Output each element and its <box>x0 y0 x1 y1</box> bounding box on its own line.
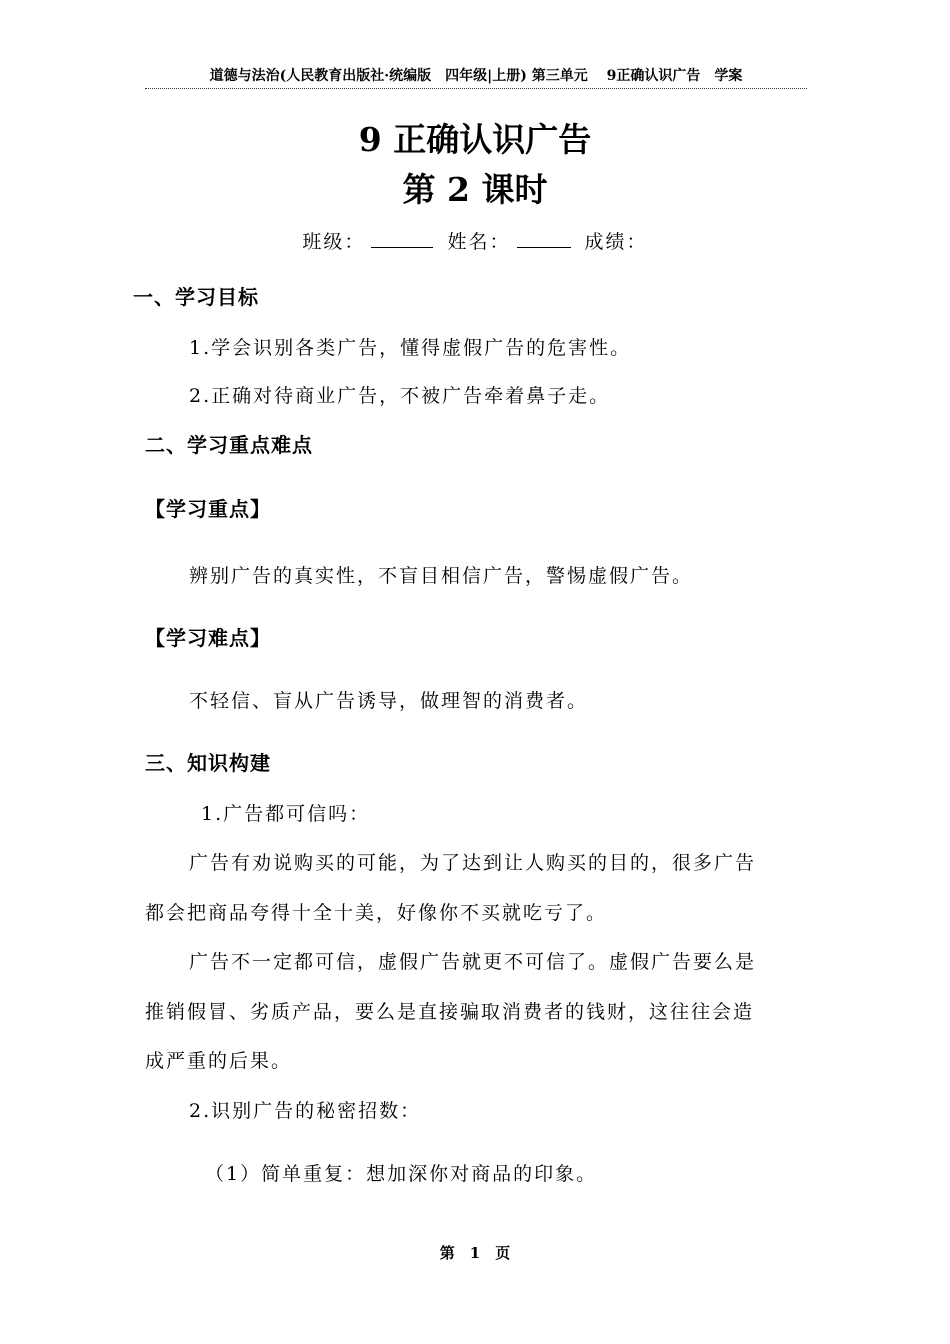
name-blank[interactable] <box>517 229 571 248</box>
running-header: 道德与法治(人民教育出版社·统编版 四年级|上册) 第三单元 9正确认识广告 学案 <box>145 66 807 89</box>
section-heading-key-points: 二、学习重点难点 <box>145 433 313 457</box>
difficulty-label: 【学习难点】 <box>145 626 271 650</box>
page-number: 第 1 页 <box>439 1244 511 1262</box>
paragraph-line: 成严重的后果。 <box>145 1050 293 1072</box>
page-title: 9 正确认识广告 <box>358 120 592 159</box>
lesson-subtitle: 第 2 课时 <box>402 170 548 209</box>
focus-label: 【学习重点】 <box>145 497 271 521</box>
paragraph-line: 推销假冒、劣质产品，要么是直接骗取消费者的钱财，这往往会造 <box>145 1001 755 1023</box>
difficulty-text: 不轻信、盲从广告诱导，做理智的消费者。 <box>189 690 589 712</box>
paragraph-line: 广告有劝说购买的可能，为了达到让人购买的目的，很多广告 <box>189 852 757 874</box>
name-label: 姓名： <box>447 231 511 253</box>
class-label: 班级： <box>302 231 366 253</box>
class-blank[interactable] <box>371 229 433 248</box>
goal-item: 2.正确对待商业广告，不被广告牵着鼻子走。 <box>189 385 611 407</box>
focus-text: 辨别广告的真实性，不盲目相信广告，警惕虚假广告。 <box>189 565 694 587</box>
tip-item: （1）简单重复：想加深你对商品的印象。 <box>205 1163 598 1185</box>
section-heading-goals: 一、学习目标 <box>133 285 259 309</box>
question-2: 2.识别广告的秘密招数： <box>189 1100 422 1122</box>
student-info-line <box>0 228 950 256</box>
section-heading-knowledge: 三、知识构建 <box>145 751 271 775</box>
paragraph-line: 都会把商品夸得十全十美，好像你不买就吃亏了。 <box>145 902 608 924</box>
score-label: 成绩： <box>584 231 648 253</box>
paragraph-line: 广告不一定都可信，虚假广告就更不可信了。虚假广告要么是 <box>189 951 757 973</box>
question-1: 1.广告都可信吗： <box>201 803 371 825</box>
goal-item: 1.学会识别各类广告，懂得虚假广告的危害性。 <box>189 337 632 359</box>
